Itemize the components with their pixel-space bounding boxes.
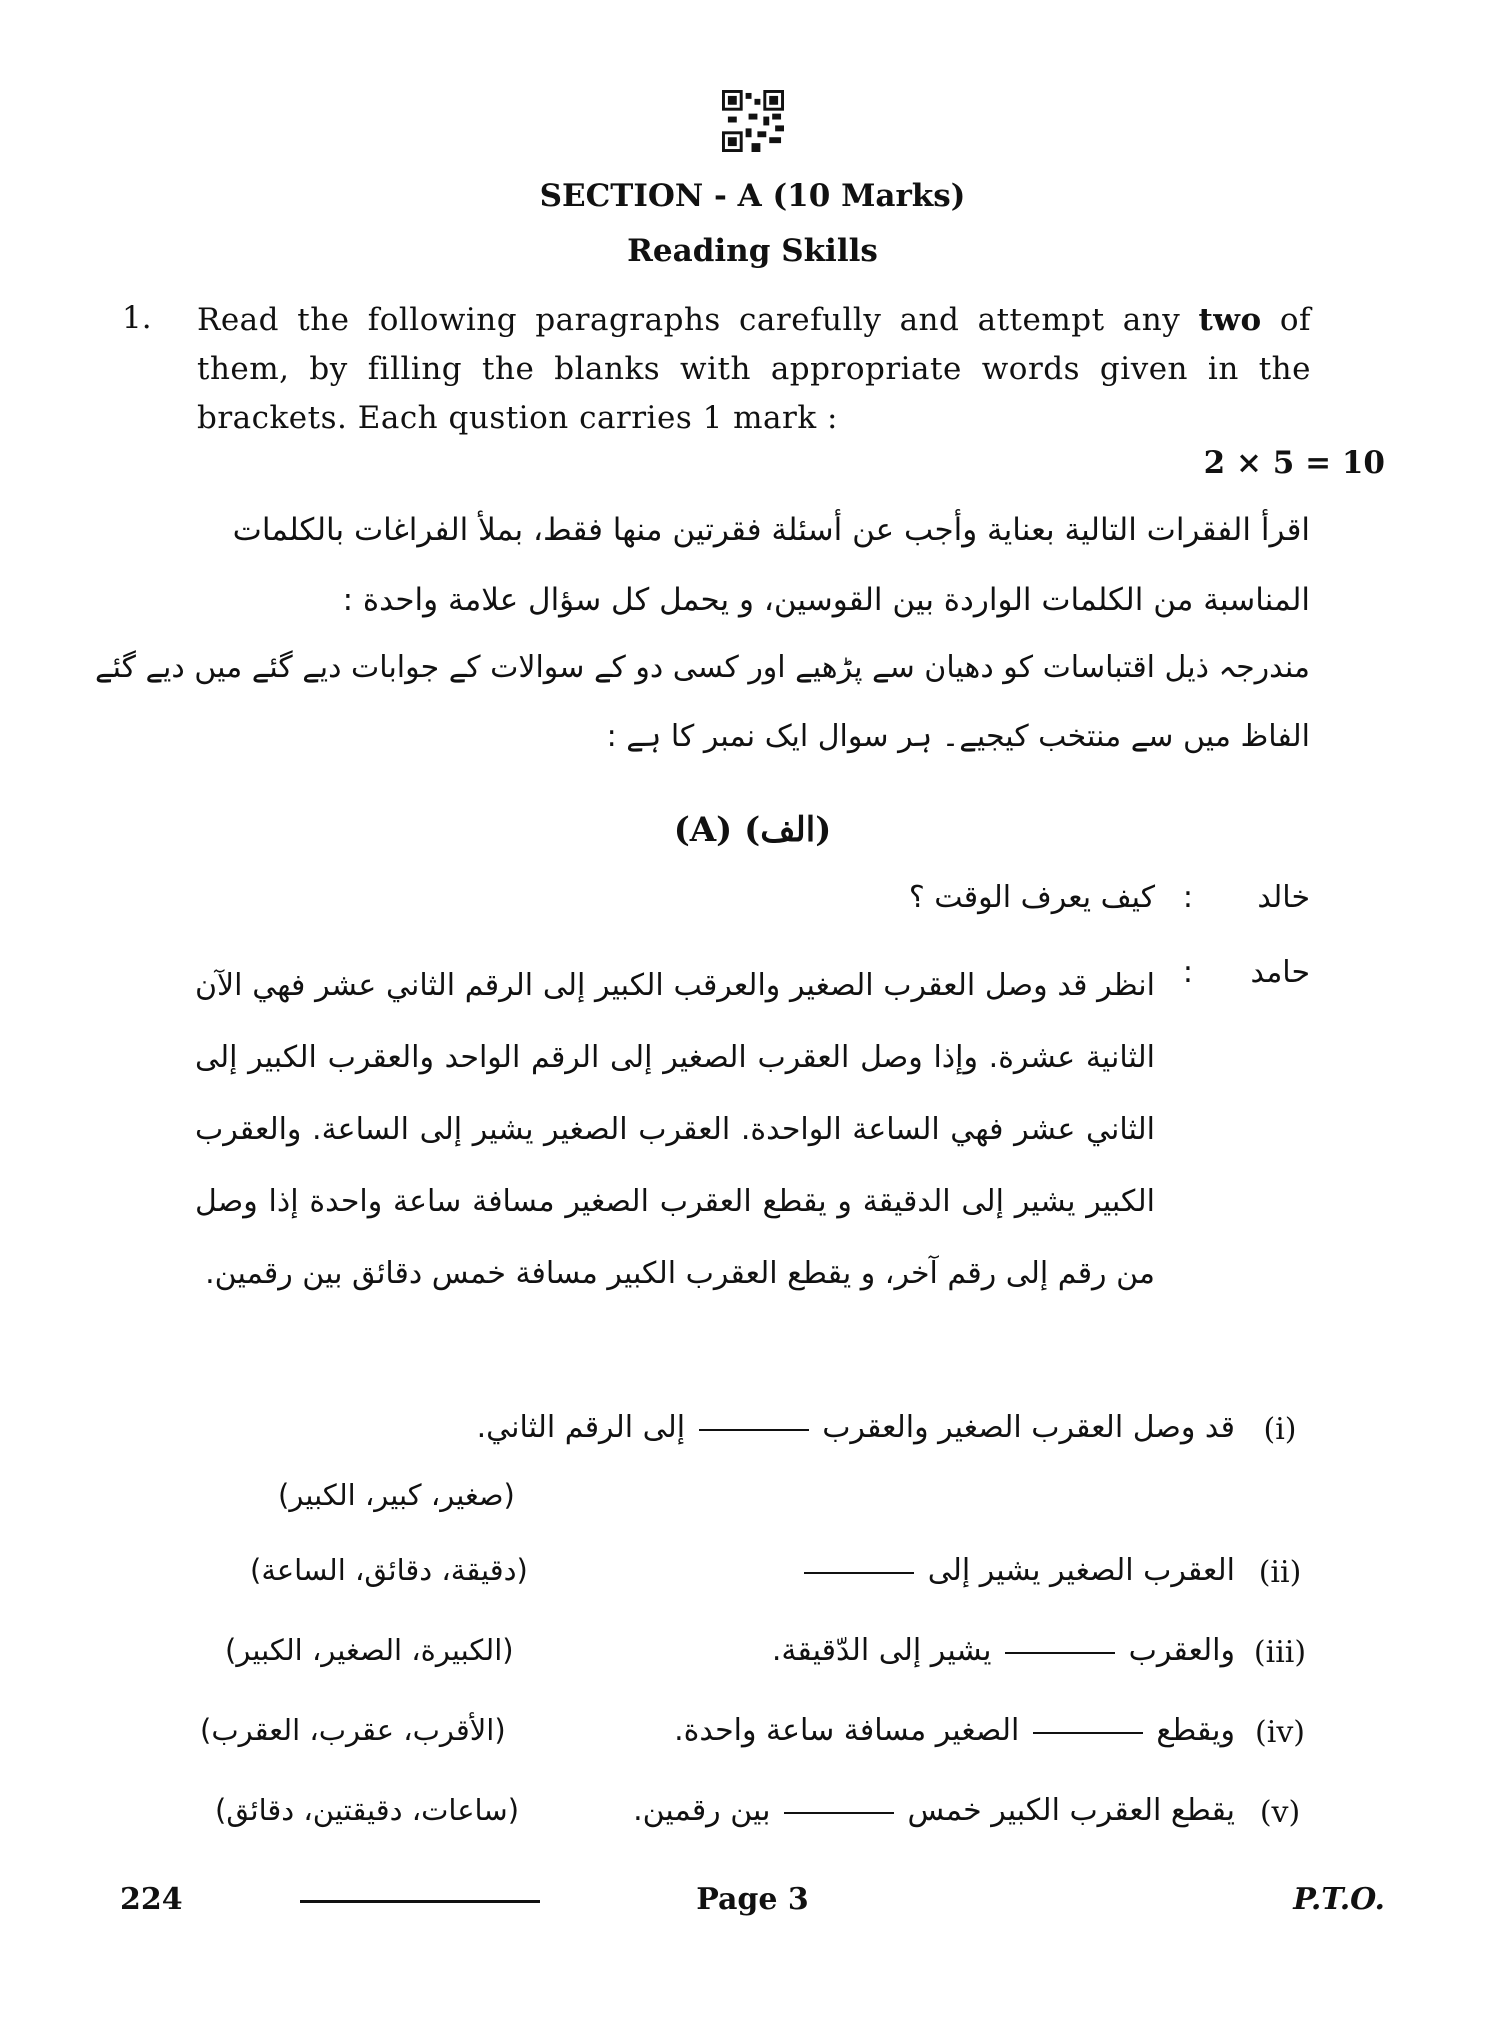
item-options: (دقيقة، دقائق، الساعة) (250, 1553, 528, 1587)
question-text: Read the following paragraphs carefully and attempt any two of them, by filling the blanks with appropriate words given in the brackets. Each qustion carries 1 mark : (197, 302, 1311, 436)
urdu-instruction-line-2: الفاظ میں سے منتخب کیجیے۔ ہر سوال ایک نمبر کا ہے : (606, 719, 1310, 754)
answer-blank (1005, 1650, 1115, 1654)
please-turn-over: P.T.O. (1293, 1882, 1385, 1917)
answer-blank (804, 1570, 914, 1574)
item-options: (صغير، كبير، الكبير) (278, 1478, 515, 1512)
arabic-instruction-line-2: المناسبة من الكلمات الواردة بين القوسين، و يحمل كل سؤال علامة واحدة : (342, 582, 1310, 618)
item-number: (i) (1263, 1412, 1297, 1447)
answer-blank (699, 1427, 809, 1431)
fill-in-item: ويقطع الصغير مسافة ساعة واحدة. (674, 1713, 1235, 1748)
fill-in-item: قد وصل العقرب الصغير والعقرب إلى الرقم الثاني. (476, 1410, 1235, 1445)
passage-title: (A) (الف) (673, 810, 832, 850)
dialogue-line-hamid: انظر قد وصل العقرب الصغير والعرقب الكبير إلى الرقم الثاني عشر فهي الآن الثانية عشرة. وإذا وصل العقرب الصغير إلى الرقم الواحد والعقرب الكبير إلى الثاني عشر فهي الساعة الواحدة. العقرب الصغير يشير إلى الساعة. والعقرب الكبير يشير إلى الدقيقة و يقطع العقرب الصغير مسافة ساعة واحدة إذا وصل من رقم إلى رقم آخر، و يقطع العقرب الكبير مسافة خمس دقائق بين رقمين. (195, 968, 1155, 1291)
item-number: (ii) (1258, 1555, 1302, 1590)
dialogue-colon: : (1182, 955, 1193, 990)
section-title: SECTION - A (10 Marks) (539, 178, 966, 214)
item-options: (الكبيرة، الصغير، الكبير) (225, 1633, 514, 1667)
urdu-instruction-line-1: مندرجہ ذیل اقتباسات کو دھیان سے پڑھیے اور کسی دو کے سوالات کے جوابات دیے گئے میں دیے گئے (95, 650, 1310, 685)
fill-in-item: العقرب الصغير يشير إلى (800, 1553, 1235, 1588)
item-options: (الأقرب، عقرب، العقرب) (200, 1713, 506, 1747)
marks-allocation: 2 × 5 = 10 (1203, 445, 1385, 481)
item-options: (ساعات، دقيقتين، دقائق) (215, 1793, 520, 1827)
item-number: (v) (1259, 1795, 1301, 1830)
dialogue-colon: : (1182, 880, 1193, 915)
fill-in-item: والعقرب يشير إلى الدّقيقة. (771, 1633, 1235, 1668)
qr-code-icon (722, 90, 784, 152)
question-number: 1. (122, 300, 152, 336)
section-subtitle: Reading Skills (627, 233, 878, 269)
page-number: Page 3 (696, 1882, 809, 1917)
speaker-khalid: خالد (1257, 880, 1310, 915)
fill-in-item: يقطع العقرب الكبير خمس بين رقمين. (633, 1793, 1235, 1828)
answer-blank (1033, 1730, 1143, 1734)
dialogue-line-khalid: كيف يعرف الوقت ؟ (908, 880, 1155, 915)
arabic-instruction-line-1: اقرأ الفقرات التالية بعناية وأجب عن أسئلة فقرتين منها فقط، بملأ الفراغات بالكلمات (232, 512, 1310, 548)
item-number: (iii) (1253, 1635, 1307, 1670)
question-emphasis: two (1198, 302, 1262, 338)
answer-blank (784, 1810, 894, 1814)
paper-code: 224 (120, 1882, 183, 1917)
item-number: (iv) (1255, 1715, 1305, 1750)
speaker-hamid: حامد (1250, 955, 1310, 990)
